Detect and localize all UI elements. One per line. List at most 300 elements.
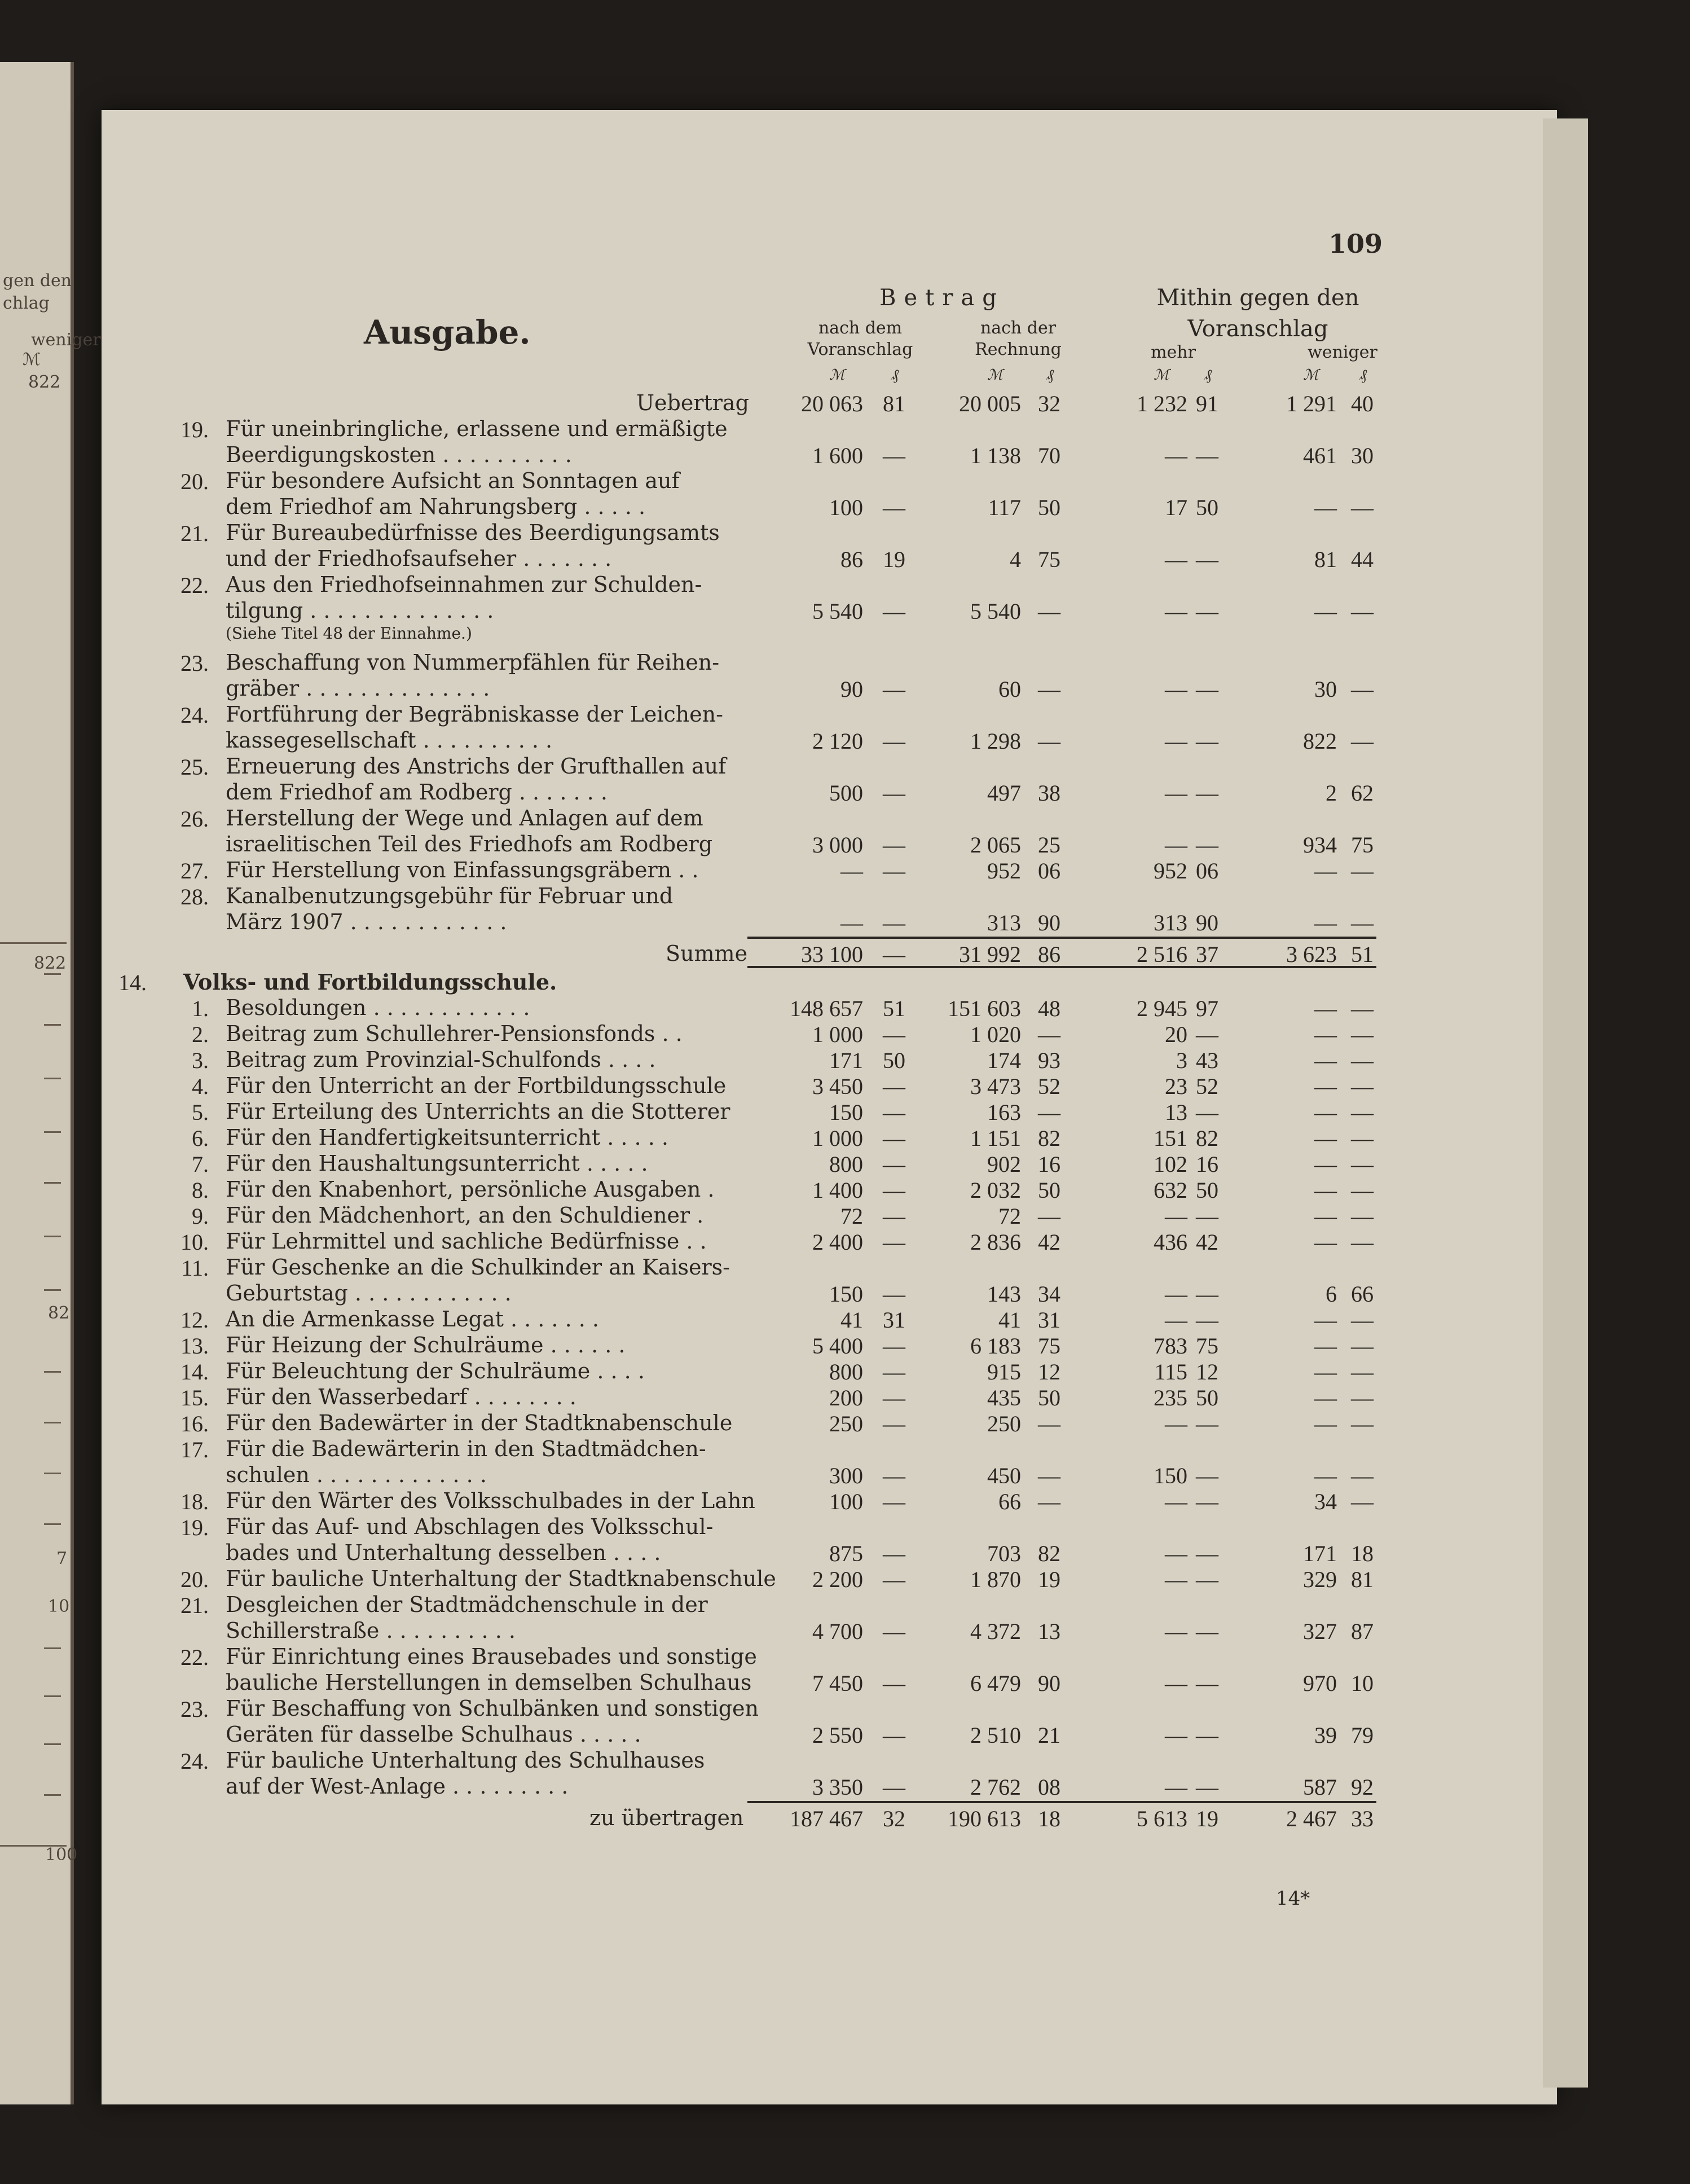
amount-cell: 75 [1351, 832, 1374, 858]
amount-cell: 81 [883, 391, 905, 416]
amount-cell: 143 [987, 1281, 1021, 1307]
amount-cell: 250 [987, 1411, 1021, 1436]
left-page-dash [44, 1473, 61, 1474]
amount-cell: 102 [1154, 1152, 1187, 1177]
item-description: Beschaffung von Nummerpfählen für Reihen- [226, 650, 720, 675]
amount-cell: 1 151 [970, 1126, 1021, 1151]
item-description: Für den Haushaltungsunterricht . . . . . [226, 1151, 648, 1176]
amount-cell: — [1351, 1229, 1374, 1255]
amount-cell: — [1165, 1307, 1187, 1333]
item-number: 5. [192, 1100, 209, 1125]
left-page-fragment-text: 10 [48, 1597, 70, 1616]
item-description: auf der West-Anlage . . . . . . . . . [226, 1774, 569, 1799]
amount-cell: — [883, 1333, 905, 1359]
amount-cell: 313 [1154, 910, 1187, 935]
item-number: 1. [192, 996, 209, 1021]
sum-rule [747, 937, 1376, 939]
amount-cell: 1 298 [970, 728, 1021, 754]
item-description: Geräten für dasselbe Schulhaus . . . . . [226, 1722, 641, 1747]
amount-cell: — [1351, 1152, 1374, 1177]
item-description: Erneuerung des Anstrichs der Grufthallen auf [226, 754, 727, 779]
item-description: Für besondere Aufsicht an Sonntagen auf [226, 468, 680, 493]
item-description: israelitischen Teil des Friedhofs am Rodberg [226, 832, 713, 856]
amount-cell: — [883, 1722, 905, 1748]
amount-cell: 2 200 [812, 1567, 863, 1592]
header-voranschlag-1: nach dem [818, 318, 903, 338]
amount-cell: 497 [987, 780, 1021, 806]
amount-cell: 93 [1038, 1048, 1060, 1073]
amount-cell: — [1351, 1100, 1374, 1125]
amount-cell: — [1196, 1463, 1218, 1488]
left-page-dash [44, 1236, 61, 1237]
amount-cell: — [1196, 1203, 1218, 1229]
item-number: 19. [181, 417, 209, 442]
amount-cell: 327 [1303, 1619, 1337, 1644]
item-description: Beitrag zum Schullehrer-Pensionsfonds . . [226, 1021, 683, 1046]
amount-cell: — [883, 1074, 905, 1099]
amount-cell: — [1314, 1177, 1337, 1203]
pfennig-unit-label: ₰ [1046, 367, 1054, 384]
amount-cell: — [1351, 495, 1374, 520]
amount-cell: — [1351, 1463, 1374, 1488]
amount-cell: 915 [987, 1359, 1021, 1385]
item-number: 27. [181, 858, 209, 884]
amount-cell: 75 [1038, 1333, 1060, 1359]
amount-cell: 30 [1314, 676, 1337, 702]
left-page-dash [44, 1289, 61, 1291]
section-number: 14. [118, 970, 147, 995]
amount-cell: 171 [829, 1048, 863, 1073]
section-title: Volks- und Fortbildungsschule. [183, 969, 557, 995]
carry-rule [747, 1801, 1376, 1803]
amount-cell: 952 [1154, 858, 1187, 884]
amount-cell: 163 [987, 1100, 1021, 1125]
item-number: 10. [181, 1229, 209, 1255]
amount-cell: — [1165, 1541, 1187, 1566]
amount-cell: 87 [1351, 1619, 1374, 1644]
amount-cell: — [1351, 676, 1374, 702]
amount-cell: 2 762 [970, 1774, 1021, 1800]
amount-cell: 50 [1038, 1177, 1060, 1203]
amount-cell: 86 [840, 547, 863, 572]
item-description: tilgung . . . . . . . . . . . . . . [226, 598, 494, 623]
page-title: Ausgabe. [364, 313, 531, 351]
amount-cell: 1 020 [970, 1022, 1021, 1047]
amount-cell: 91 [1196, 391, 1218, 416]
item-description: Fortführung der Begräbniskasse der Leichen- [226, 702, 723, 727]
amount-cell: 5 400 [812, 1333, 863, 1359]
amount-cell: 3 623 [1286, 942, 1337, 967]
amount-cell: 5 613 [1137, 1806, 1187, 1831]
amount-cell: — [1038, 1489, 1060, 1514]
amount-cell: 150 [829, 1281, 863, 1307]
amount-cell: 7 450 [812, 1671, 863, 1696]
amount-cell: 86 [1038, 942, 1060, 967]
item-number: 20. [181, 1567, 209, 1592]
amount-cell: — [1196, 1619, 1218, 1644]
amount-cell: 5 540 [812, 599, 863, 624]
amount-cell: 435 [987, 1385, 1021, 1410]
amount-cell: — [1351, 1203, 1374, 1229]
amount-cell: 21 [1038, 1722, 1060, 1748]
item-number: 19. [181, 1515, 209, 1540]
amount-cell: 34 [1038, 1281, 1060, 1307]
amount-cell: — [1351, 996, 1374, 1021]
amount-cell: 4 [1010, 547, 1021, 572]
amount-cell: — [1351, 858, 1374, 884]
left-page-dash [44, 1131, 61, 1133]
item-number: 15. [181, 1385, 209, 1410]
item-description: bades und Unterhaltung desselben . . . . [226, 1540, 661, 1565]
item-number: 24. [181, 702, 209, 728]
amount-cell: — [1314, 1022, 1337, 1047]
amount-cell: — [1351, 1126, 1374, 1151]
amount-cell: — [1165, 443, 1187, 468]
amount-cell: 450 [987, 1463, 1021, 1488]
amount-cell: 82 [1038, 1541, 1060, 1566]
amount-cell: 115 [1154, 1359, 1187, 1385]
left-page-fragment-text: weniger [31, 330, 101, 350]
amount-cell: — [1196, 1022, 1218, 1047]
amount-cell: — [1196, 676, 1218, 702]
amount-cell: 783 [1154, 1333, 1187, 1359]
left-page-fragment-text: 100 [45, 1845, 78, 1865]
item-number: 2. [192, 1022, 209, 1047]
amount-cell: 25 [1038, 832, 1060, 858]
item-description: kassegesellschaft . . . . . . . . . . [226, 728, 553, 753]
amount-cell: 13 [1038, 1619, 1060, 1644]
amount-cell: — [1165, 547, 1187, 572]
amount-cell: 1 600 [812, 443, 863, 468]
amount-cell: — [1351, 1385, 1374, 1410]
amount-cell: — [1314, 996, 1337, 1021]
amount-cell: 235 [1154, 1385, 1187, 1410]
amount-cell: — [1196, 780, 1218, 806]
mark-unit-label: ℳ [987, 367, 1003, 384]
amount-cell: — [1351, 1489, 1374, 1514]
amount-cell: 90 [1196, 910, 1218, 935]
amount-cell: — [883, 599, 905, 624]
amount-cell: 632 [1154, 1177, 1187, 1203]
sum-rule-bottom [747, 966, 1376, 968]
amount-cell: 171 [1303, 1541, 1337, 1566]
amount-cell: 50 [1196, 1385, 1218, 1410]
left-page-dash [44, 1371, 61, 1373]
amount-cell: 587 [1303, 1774, 1337, 1800]
left-page-dash [44, 1182, 61, 1184]
amount-cell: 800 [829, 1152, 863, 1177]
amount-cell: 313 [987, 910, 1021, 935]
left-page-fragment-text: 82 [48, 1303, 70, 1323]
amount-cell: — [883, 1774, 905, 1800]
item-description: Für den Handfertigkeitsunterricht . . . . . [226, 1125, 668, 1150]
amount-cell: 875 [829, 1541, 863, 1566]
pfennig-unit-label: ₰ [1204, 367, 1212, 384]
left-page-dash [44, 1078, 61, 1079]
amount-cell: 2 836 [970, 1229, 1021, 1255]
item-number: 25. [181, 754, 209, 780]
header-rechnung-2: Rechnung [975, 340, 1062, 359]
header-mithin-1: Mithin gegen den [1156, 285, 1359, 311]
item-number: 22. [181, 573, 209, 598]
amount-cell: 34 [1314, 1489, 1337, 1514]
amount-cell: 82 [1196, 1126, 1218, 1151]
amount-cell: 82 [1038, 1126, 1060, 1151]
amount-cell: 81 [1314, 547, 1337, 572]
amount-cell: — [1165, 1619, 1187, 1644]
amount-cell: — [1351, 728, 1374, 754]
amount-cell: — [883, 676, 905, 702]
amount-cell: 38 [1038, 780, 1060, 806]
amount-cell: 3 000 [812, 832, 863, 858]
amount-cell: 60 [998, 676, 1021, 702]
amount-cell: 6 183 [970, 1333, 1021, 1359]
amount-cell: — [1196, 1281, 1218, 1307]
amount-cell: 100 [829, 1489, 863, 1514]
amount-cell: 16 [1196, 1152, 1218, 1177]
amount-cell: — [1165, 1489, 1187, 1514]
left-page-fragment-text: chlag [3, 293, 50, 313]
amount-cell: 92 [1351, 1774, 1374, 1800]
amount-cell: — [1165, 1281, 1187, 1307]
amount-cell: 50 [1038, 495, 1060, 520]
item-description: Geburtstag . . . . . . . . . . . . [226, 1281, 512, 1306]
item-description: Desgleichen der Stadtmädchenschule in der [226, 1592, 708, 1617]
amount-cell: 19 [1038, 1567, 1060, 1592]
amount-cell: — [1038, 728, 1060, 754]
item-description: Für den Wasserbedarf . . . . . . . . [226, 1385, 576, 1409]
item-description: Für den Unterricht an der Fortbildungsschule [226, 1073, 727, 1098]
item-description: Für den Wärter des Volksschulbades in der Lahn [226, 1488, 755, 1513]
item-number: 9. [192, 1203, 209, 1229]
amount-cell: 2 467 [1286, 1806, 1337, 1831]
amount-cell: — [1196, 547, 1218, 572]
item-number: 26. [181, 806, 209, 832]
amount-cell: — [1351, 1177, 1374, 1203]
amount-cell: 800 [829, 1359, 863, 1385]
amount-cell: — [1196, 1567, 1218, 1592]
amount-cell: — [1038, 1411, 1060, 1436]
amount-cell: 97 [1196, 996, 1218, 1021]
amount-cell: 31 [1038, 1307, 1060, 1333]
amount-cell: — [1165, 676, 1187, 702]
item-description: Für bauliche Unterhaltung der Stadtknabenschule [226, 1566, 776, 1591]
amount-cell: — [1165, 728, 1187, 754]
mark-unit-label: ℳ [829, 367, 845, 384]
amount-cell: 06 [1038, 858, 1060, 884]
amount-cell: 37 [1196, 942, 1218, 967]
item-number: 20. [181, 469, 209, 494]
amount-cell: 150 [829, 1100, 863, 1125]
amount-cell: — [1314, 1074, 1337, 1099]
item-description: Für das Auf- und Abschlagen des Volksschul- [226, 1514, 714, 1539]
amount-cell: — [1165, 1411, 1187, 1436]
uebertrag-label: Uebertrag [636, 390, 749, 415]
amount-cell: — [1351, 1048, 1374, 1073]
item-number: 16. [181, 1411, 209, 1436]
amount-cell: — [883, 780, 905, 806]
amount-cell: — [1165, 780, 1187, 806]
header-mehr: mehr [1151, 342, 1196, 362]
left-page-fragment-text: 822 [28, 372, 61, 392]
header-rechnung-1: nach der [980, 318, 1057, 338]
item-description: Für Einrichtung eines Brausebades und sonstige [226, 1644, 757, 1669]
amount-cell: 150 [1154, 1463, 1187, 1488]
pfennig-unit-label: ₰ [1359, 367, 1367, 384]
item-description: Für Beschaffung von Schulbänken und sonstigen [226, 1696, 759, 1721]
amount-cell: — [1351, 1307, 1374, 1333]
amount-cell: — [1038, 1022, 1060, 1047]
amount-cell: 2 400 [812, 1229, 863, 1255]
amount-cell: — [883, 443, 905, 468]
amount-cell: — [1351, 1411, 1374, 1436]
amount-cell: 33 [1351, 1806, 1374, 1831]
amount-cell: — [883, 1203, 905, 1229]
item-description: bauliche Herstellungen in demselben Schulhaus [226, 1670, 752, 1695]
header-voranschlag-2: Voranschlag [807, 340, 913, 359]
amount-cell: — [883, 858, 905, 884]
amount-cell: 2 032 [970, 1177, 1021, 1203]
amount-cell: 39 [1314, 1722, 1337, 1748]
amount-cell: — [1196, 1489, 1218, 1514]
amount-cell: 70 [1038, 443, 1060, 468]
item-description: Beerdigungskosten . . . . . . . . . . [226, 442, 572, 467]
amount-cell: — [1165, 1722, 1187, 1748]
item-description: März 1907 . . . . . . . . . . . . [226, 909, 507, 934]
amount-cell: 31 [883, 1307, 905, 1333]
amount-cell: 151 603 [948, 996, 1021, 1021]
item-description: Für uneinbringliche, erlassene und ermäßigte [226, 416, 728, 441]
amount-cell: 75 [1196, 1333, 1218, 1359]
amount-cell: — [883, 910, 905, 935]
item-number: 8. [192, 1177, 209, 1203]
amount-cell: 43 [1196, 1048, 1218, 1073]
amount-cell: 90 [1038, 910, 1060, 935]
amount-cell: — [1314, 1333, 1337, 1359]
amount-cell: 3 473 [970, 1074, 1021, 1099]
item-number: 23. [181, 651, 209, 676]
amount-cell: 151 [1154, 1126, 1187, 1151]
amount-cell: — [840, 910, 863, 935]
amount-cell: 20 063 [801, 391, 863, 416]
left-page-dash [44, 1794, 61, 1796]
amount-cell: — [1314, 495, 1337, 520]
item-number: 14. [181, 1359, 209, 1385]
amount-cell: 3 [1176, 1048, 1187, 1073]
page-number: 109 [1328, 228, 1383, 259]
amount-cell: 44 [1351, 547, 1374, 572]
pfennig-unit-label: ₰ [891, 367, 899, 384]
amount-cell: 2 120 [812, 728, 863, 754]
amount-cell: — [1165, 1774, 1187, 1800]
header-mithin-2: Voranschlag [1187, 316, 1328, 342]
amount-cell: 2 510 [970, 1722, 1021, 1748]
amount-cell: 72 [998, 1203, 1021, 1229]
amount-cell: 30 [1351, 443, 1374, 468]
amount-cell: 822 [1303, 728, 1337, 754]
amount-cell: 4 700 [812, 1619, 863, 1644]
amount-cell: — [1165, 832, 1187, 858]
amount-cell: 6 479 [970, 1671, 1021, 1696]
amount-cell: 52 [1196, 1074, 1218, 1099]
amount-cell: 12 [1038, 1359, 1060, 1385]
amount-cell: — [1196, 728, 1218, 754]
left-page-fragment-text: 7 [56, 1549, 68, 1568]
amount-cell: — [883, 1567, 905, 1592]
amount-cell: 23 [1165, 1074, 1187, 1099]
mark-unit-label: ℳ [1303, 367, 1319, 384]
amount-cell: 12 [1196, 1359, 1218, 1385]
amount-cell: 79 [1351, 1722, 1374, 1748]
mark-unit-label: ℳ [1154, 367, 1169, 384]
amount-cell: — [1314, 1385, 1337, 1410]
item-description: Für Erteilung des Unterrichts an die Stotterer [226, 1099, 730, 1124]
amount-cell: — [883, 1229, 905, 1255]
amount-cell: — [883, 1152, 905, 1177]
amount-cell: — [1351, 1359, 1374, 1385]
amount-cell: — [1351, 910, 1374, 935]
amount-cell: — [1196, 1541, 1218, 1566]
amount-cell: 1 291 [1286, 391, 1337, 416]
signature-mark: 14* [1276, 1887, 1310, 1910]
left-page-fragment-text: gen den [3, 271, 72, 291]
item-description: Besoldungen . . . . . . . . . . . . [226, 995, 530, 1020]
amount-cell: 08 [1038, 1774, 1060, 1800]
zu-uebertragen-label: zu übertragen [589, 1805, 744, 1830]
item-description: Aus den Friedhofseinnahmen zur Schulden- [226, 572, 702, 597]
item-description: An die Armenkasse Legat . . . . . . . [226, 1307, 599, 1332]
amount-cell: — [1314, 910, 1337, 935]
item-number: 18. [181, 1489, 209, 1514]
amount-cell: 2 [1326, 780, 1337, 806]
left-page-rule [0, 942, 67, 944]
item-description: dem Friedhof am Nahrungsberg . . . . . [226, 494, 646, 519]
item-description: Für die Badewärterin in den Stadtmädchen- [226, 1436, 706, 1461]
amount-cell: 174 [987, 1048, 1021, 1073]
item-number: 11. [181, 1255, 209, 1281]
amount-cell: 461 [1303, 443, 1337, 468]
item-number: 4. [192, 1074, 209, 1099]
item-description: dem Friedhof am Rodberg . . . . . . . [226, 780, 608, 805]
left-page-dash [44, 1024, 61, 1026]
amount-cell: — [883, 1541, 905, 1566]
amount-cell: — [1314, 1203, 1337, 1229]
amount-cell: 200 [829, 1385, 863, 1410]
amount-cell: — [1351, 599, 1374, 624]
amount-cell: 50 [1196, 495, 1218, 520]
amount-cell: — [883, 1126, 905, 1151]
amount-cell: — [1314, 1048, 1337, 1073]
amount-cell: 500 [829, 780, 863, 806]
item-description: Für Lehrmittel und sachliche Bedürfnisse . . [226, 1229, 707, 1254]
amount-cell: 1 870 [970, 1567, 1021, 1592]
amount-cell: 16 [1038, 1152, 1060, 1177]
item-description: (Siehe Titel 48 der Einnahme.) [226, 624, 472, 643]
item-number: 21. [181, 521, 209, 546]
amount-cell: — [1038, 676, 1060, 702]
left-page-dash [44, 1523, 61, 1525]
amount-cell: 934 [1303, 832, 1337, 858]
item-description: und der Friedhofsaufseher . . . . . . . [226, 546, 612, 571]
amount-cell: 51 [1351, 942, 1374, 967]
amount-cell: — [883, 1411, 905, 1436]
amount-cell: — [1196, 1722, 1218, 1748]
amount-cell: 31 992 [959, 942, 1021, 967]
amount-cell: 81 [1351, 1567, 1374, 1592]
amount-cell: 19 [883, 547, 905, 572]
amount-cell: — [1351, 1022, 1374, 1047]
amount-cell: 703 [987, 1541, 1021, 1566]
